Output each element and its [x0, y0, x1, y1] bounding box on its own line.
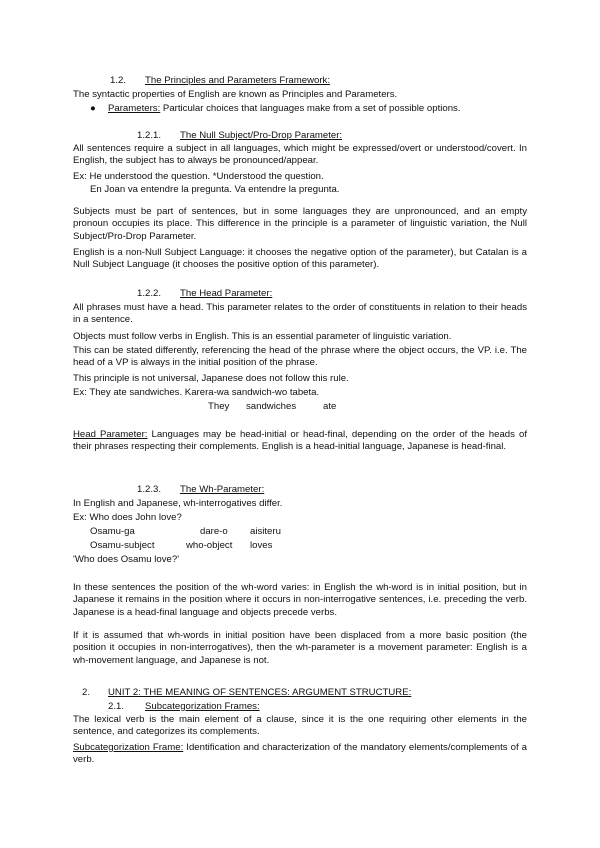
- example: En Joan va entendre la pregunta. Va entendre la pregunta.: [90, 184, 340, 195]
- definition: Languages may be head-initial or head-final, depending on the order of the heads of their phrases respecting their complements. English is a head-initial language, Japanese is head-final.: [73, 429, 527, 453]
- definition-paragraph: [73, 742, 527, 767]
- gloss-word: sandwiches: [246, 401, 297, 412]
- paragraph: The syntactic properties of English are known as Principles and Parameters.: [73, 89, 398, 100]
- term: Subcategorization Frame:: [73, 742, 184, 753]
- paragraph: If it is assumed that wh-words in initial position have been displaced from a more basic position (the position it occupies in non-interrogatives), then the wh-parameter is a movement parameter: English is a wh-movement language, and Japanese is not.: [73, 630, 527, 666]
- paragraph: This principle is not universal, Japanese does not follow this rule.: [73, 373, 349, 384]
- subsection-number: 1.2.1.: [137, 130, 162, 141]
- section-number: 2.: [82, 687, 91, 698]
- subsection-heading: Subcategorization Frames:: [145, 701, 260, 712]
- bullet-item: [108, 103, 461, 115]
- section-heading: The Principles and Parameters Framework:: [145, 75, 331, 86]
- translation: 'Who does Osamu love?': [73, 554, 180, 565]
- subsection-number: 2.1.: [108, 701, 125, 712]
- paragraph: In these sentences the position of the wh-word varies: in English the wh-word is in initial position, but in Japanese it remains in the position where it occurs in non-interrogative sentences, i.e. preceding the verb. Japanese is a head-final language and objects precede verbs.: [73, 582, 527, 618]
- gloss-word: aisiteru: [250, 526, 281, 537]
- paragraph: English is a non-Null Subject Language: it chooses the negative option of the parameter), but Catalan is a Null Subject Language (it chooses the positive option of this parameter).: [73, 247, 527, 271]
- gloss-word: loves: [250, 540, 273, 551]
- paragraph: Objects must follow verbs in English. This is an essential parameter of linguistic variation.: [73, 331, 452, 342]
- paragraph: The lexical verb is the main element of a clause, since it is the one requiring other elements in the sentence, and categorizes its complements.: [73, 714, 527, 738]
- subsection-heading: The Wh-Parameter:: [180, 484, 265, 495]
- section-heading: UNIT 2: THE MEANING OF SENTENCES: ARGUMENT STRUCTURE:: [108, 687, 412, 698]
- paragraph: All sentences require a subject in all languages, which might be expressed/overt or understood/covert. In English, the subject has to always be pronounced/appear.: [73, 143, 527, 167]
- example: Ex: They ate sandwiches. Karera-wa sandwich-wo tabeta.: [73, 387, 320, 398]
- section-number: 1.2.: [110, 75, 127, 86]
- subsection-number: 1.2.3.: [137, 484, 162, 495]
- subsection-number: 1.2.2.: [137, 288, 162, 299]
- gloss-word: ate: [323, 401, 337, 412]
- subsection-heading: The Head Parameter:: [180, 288, 273, 299]
- bullet-icon: ●: [90, 103, 96, 114]
- term: Parameters:: [108, 103, 161, 114]
- paragraph: This can be stated differently, referencing the head of the phrase where the object occurs, the VP. i.e. The head of a VP is always in the initial position of the phrase.: [73, 345, 527, 369]
- paragraph: In English and Japanese, wh-interrogatives differ.: [73, 498, 283, 509]
- gloss-word: who-object: [186, 540, 233, 551]
- definition-paragraph: [73, 429, 527, 454]
- gloss-word: Osamu-subject: [90, 540, 155, 551]
- definition: Identification and characterization of the mandatory elements/complements of a verb.: [73, 742, 527, 766]
- term: Head Parameter:: [73, 429, 148, 440]
- paragraph: Subjects must be part of sentences, but in some languages they are unpronounced, and an empty pronoun occupies its place. This difference in the principle is a parameter of linguistic variation, the Null Subject/Pro-Drop Parameter.: [73, 206, 527, 242]
- definition: Particular choices that languages make from a set of possible options.: [160, 103, 461, 114]
- subsection-heading: The Null Subject/Pro-Drop Parameter:: [180, 130, 343, 141]
- gloss-word: dare-o: [200, 526, 228, 537]
- example: Ex: Who does John love?: [73, 512, 182, 523]
- gloss-word: Osamu-ga: [90, 526, 135, 537]
- paragraph: All phrases must have a head. This parameter relates to the order of constituents in relation to their heads in a sentence.: [73, 302, 527, 326]
- gloss-word: They: [208, 401, 230, 412]
- example: Ex: He understood the question. *Understood the question.: [73, 171, 324, 182]
